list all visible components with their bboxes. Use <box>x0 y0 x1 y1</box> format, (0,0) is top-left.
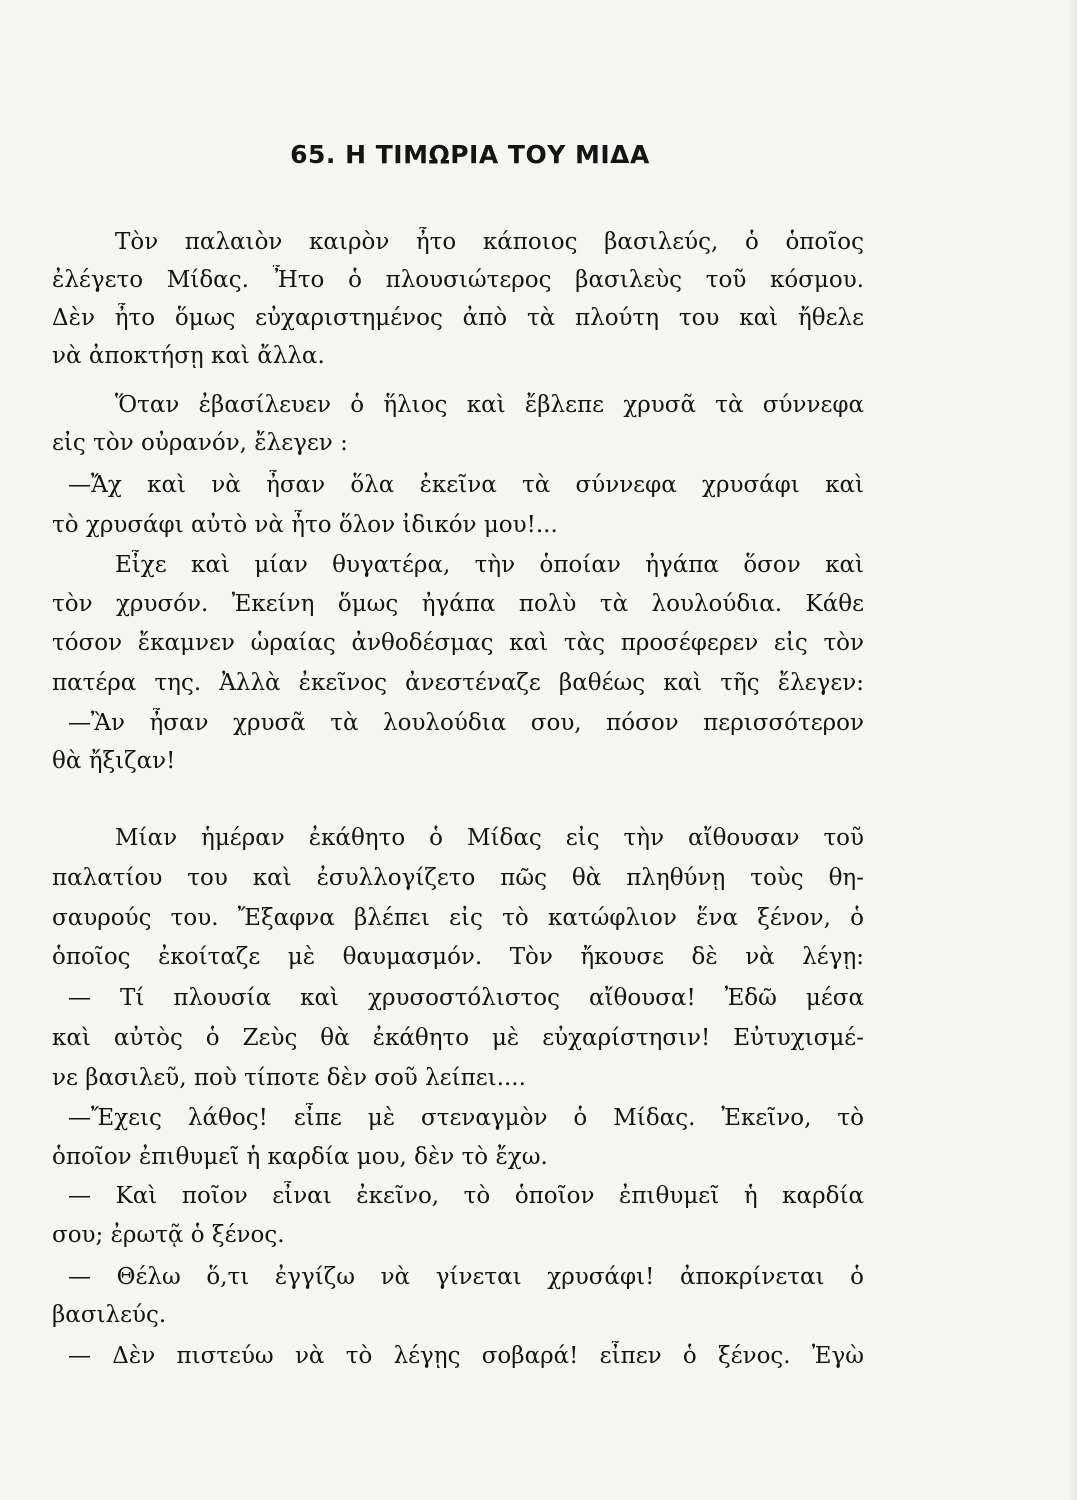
text-line: νε βασιλεῦ, ποὺ τίποτε δὲν σοῦ λείπει.... <box>52 1065 526 1091</box>
dialogue-line: —Ἂν ἦσαν χρυσᾶ τὰ λουλούδια σου, πόσον περισσότερον <box>68 710 864 736</box>
text-line: τὸν χρυσόν. Ἐκείνη ὅμως ἠγάπα πολὺ τὰ λουλούδια. Κάθε <box>52 591 864 617</box>
text-line: καὶ αὐτὸς ὁ Ζεὺς θὰ ἐκάθητο μὲ εὐχαρίστησιν! Εὐτυχισμέ- <box>52 1025 864 1051</box>
dialogue-line: — Θέλω ὅ,τι ἐγγίζω νὰ γίνεται χρυσάφι! ἀποκρίνεται ὁ <box>68 1264 864 1290</box>
text-line: εἰς τὸν οὐρανόν, ἔλεγεν : <box>52 430 348 456</box>
chapter-title: 65. Η ΤΙΜΩΡΙΑ ΤΟΥ ΜΙΔΑ <box>290 140 650 169</box>
text-line: ὁποῖον ἐπιθυμεῖ ἡ καρδία μου, δὲν τὸ ἔχω. <box>52 1144 548 1170</box>
text-line: Εἶχε καὶ μίαν θυγατέρα, τὴν ὁποίαν ἠγάπα ὅσον καὶ <box>115 552 864 578</box>
text-line: σαυρούς του. Ἔξαφνα βλέπει εἰς τὸ κατώφλιον ἕνα ξένον, ὁ <box>52 905 864 931</box>
dialogue-line: —Ἔχεις λάθος! εἶπε μὲ στεναγμὸν ὁ Μίδας. Ἐκεῖνο, τὸ <box>68 1105 864 1131</box>
dialogue-line: — Τί πλουσία καὶ χρυσοστόλιστος αἴθουσα! Ἐδῶ μέσα <box>68 985 864 1011</box>
text-line: τόσον ἔκαμνεν ὡραίας ἀνθοδέσμας καὶ τὰς προσέφερεν εἰς τὸν <box>52 630 864 656</box>
text-line: πατέρα της. Ἀλλὰ ἐκεῖνος ἀνεστέναζε βαθέως καὶ τῆς ἔλεγεν: <box>52 670 864 696</box>
text-line: σου; ἐρωτᾷ ὁ ξένος. <box>52 1222 285 1248</box>
text-line: βασιλεύς. <box>52 1302 167 1328</box>
text-line: τὸ χρυσάφι αὐτὸ νὰ ἦτο ὅλον ἰδικόν μου!... <box>52 512 558 538</box>
text-line: νὰ ἀποκτήσῃ καὶ ἄλλα. <box>52 343 325 369</box>
dialogue-line: — Καὶ ποῖον εἶναι ἐκεῖνο, τὸ ὁποῖον ἐπιθυμεῖ ἡ καρδία <box>68 1183 864 1209</box>
text-line: Τὸν παλαιὸν καιρὸν ἦτο κάποιος βασιλεύς, ὁ ὁποῖος <box>115 229 864 255</box>
dialogue-line: —Ἄχ καὶ νὰ ἦσαν ὅλα ἐκεῖνα τὰ σύννεφα χρυσάφι καὶ <box>68 472 864 498</box>
text-line: ἐλέγετο Μίδας. Ἦτο ὁ πλουσιώτερος βασιλεὺς τοῦ κόσμου. <box>52 267 864 293</box>
text-line: Ὅταν ἐβασίλευεν ὁ ἥλιος καὶ ἔβλεπε χρυσᾶ τὰ σύννεφα <box>115 392 864 418</box>
text-line: Μίαν ἡμέραν ἐκάθητο ὁ Μίδας εἰς τὴν αἴθουσαν τοῦ <box>115 825 864 851</box>
page-edge-shadow <box>1067 0 1077 1500</box>
text-line: θὰ ἤξιζαν! <box>52 748 176 774</box>
text-line: παλατίου του καὶ ἐσυλλογίζετο πῶς θὰ πληθύνῃ τοὺς θη- <box>52 865 864 891</box>
text-line: ὁποῖος ἐκοίταζε μὲ θαυμασμόν. Τὸν ἤκουσε δὲ νὰ λέγῃ: <box>52 944 864 970</box>
text-line: Δὲν ἦτο ὅμως εὐχαριστημένος ἀπὸ τὰ πλούτη του καὶ ἤθελε <box>52 305 864 331</box>
dialogue-line: — Δὲν πιστεύω νὰ τὸ λέγῃς σοβαρά! εἶπεν ὁ ξένος. Ἐγὼ <box>68 1343 864 1369</box>
